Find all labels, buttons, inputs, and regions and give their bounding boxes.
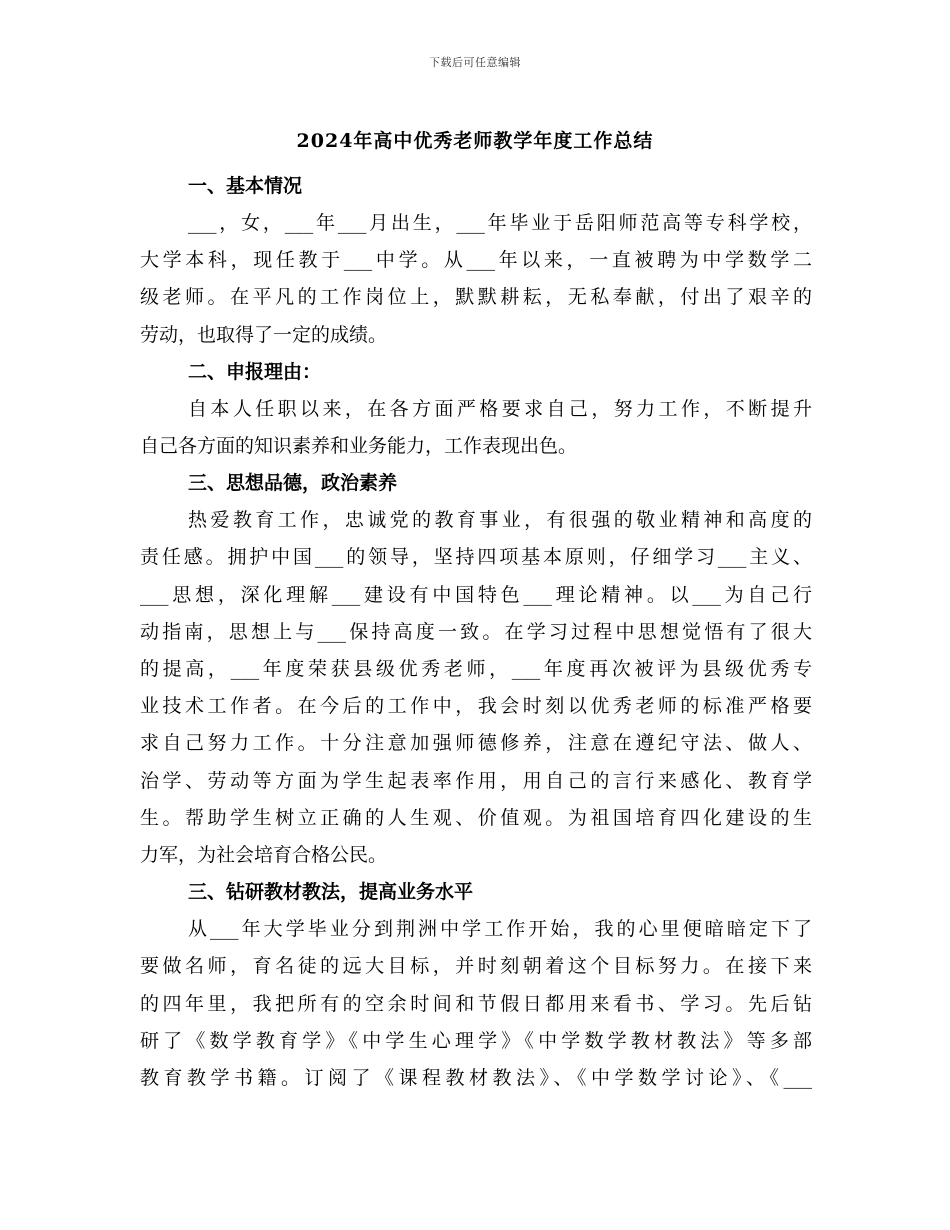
paragraph-line: 自己各方面的知识素养和业务能力，工作表现出色。 — [140, 435, 578, 458]
document-title: 2024年高中优秀老师教学年度工作总结 — [296, 130, 654, 152]
paragraph-line: 大学本科，现任教于___中学。从___年以来，一直被聘为中学数学二 — [140, 249, 812, 272]
paragraph-line: 研了《数学教育学》《中学生心理学》《中学数学教材教法》等多部 — [140, 1029, 812, 1052]
section-paragraph — [140, 911, 812, 1097]
paragraph-line: 热爱教育工作，忠诚党的教育事业，有很强的敬业精神和高度的 — [188, 509, 812, 532]
paragraph-line: 动指南，思想上与___保持高度一致。在学习过程中思想觉悟有了很大 — [140, 620, 812, 643]
section-heading: 三、思想品德，政治素养 — [188, 472, 398, 495]
paragraph-line: ___思想，深化理解___建设有中国特色___理论精神。以___为自己行 — [140, 583, 812, 606]
paragraph-line: 的提高，___年度荣获县级优秀老师，___年度再次被评为县级优秀专 — [140, 658, 812, 681]
paragraph-line: 从___年大学毕业分到荆洲中学工作开始，我的心里便暗暗定下了 — [188, 918, 812, 941]
paragraph-line: 教育教学书籍。订阅了《课程教材教法》、《中学数学讨论》、《___ — [140, 1067, 812, 1090]
section-heading: 二、申报理由： — [188, 360, 322, 383]
paragraph-line: 业技术工作者。在今后的工作中，我会时刻以优秀老师的标准严格要 — [140, 695, 812, 718]
document-body — [140, 168, 812, 1097]
paragraph-line: 级老师。在平凡的工作岗位上，默默耕耘，无私奉献，付出了艰辛的 — [140, 286, 812, 309]
paragraph-line: 治学、劳动等方面为学生起表率作用，用自己的言行来感化、教育学 — [140, 769, 812, 792]
paragraph-line: 劳动，也取得了一定的成绩。 — [140, 323, 388, 346]
section-paragraph — [140, 205, 812, 354]
section-paragraph — [140, 391, 812, 465]
section-heading: 一、基本情况 — [188, 175, 303, 197]
paragraph-line: 求自己努力工作。十分注意加强师德修养，注意在遵纪守法、做人、 — [140, 732, 812, 755]
section-heading: 三、钻研教材教法，提高业务水平 — [188, 881, 474, 904]
paragraph-line: 责任感。拥护中国___的领导，坚持四项基本原则，仔细学习___主义、 — [140, 546, 812, 569]
paragraph-line: 自本人任职以来，在各方面严格要求自己，努力工作，不断提升 — [188, 397, 812, 420]
paragraph-line: 生。帮助学生树立正确的人生观、价值观。为祖国培育四化建设的生 — [140, 806, 812, 829]
paragraph-line: 的四年里，我把所有的空余时间和节假日都用来看书、学习。先后钻 — [140, 992, 812, 1015]
paragraph-line: 力军，为社会培育合格公民。 — [140, 844, 388, 867]
paragraph-line: 要做名师，育名徒的远大目标，并时刻朝着这个目标努力。在接下来 — [140, 955, 812, 978]
page-header-note: 下载后可任意编辑 — [429, 56, 521, 69]
paragraph-line: ___，女，___年___月出生，___年毕业于岳阳师范高等专科学校， — [188, 212, 812, 234]
section-paragraph — [140, 502, 812, 874]
